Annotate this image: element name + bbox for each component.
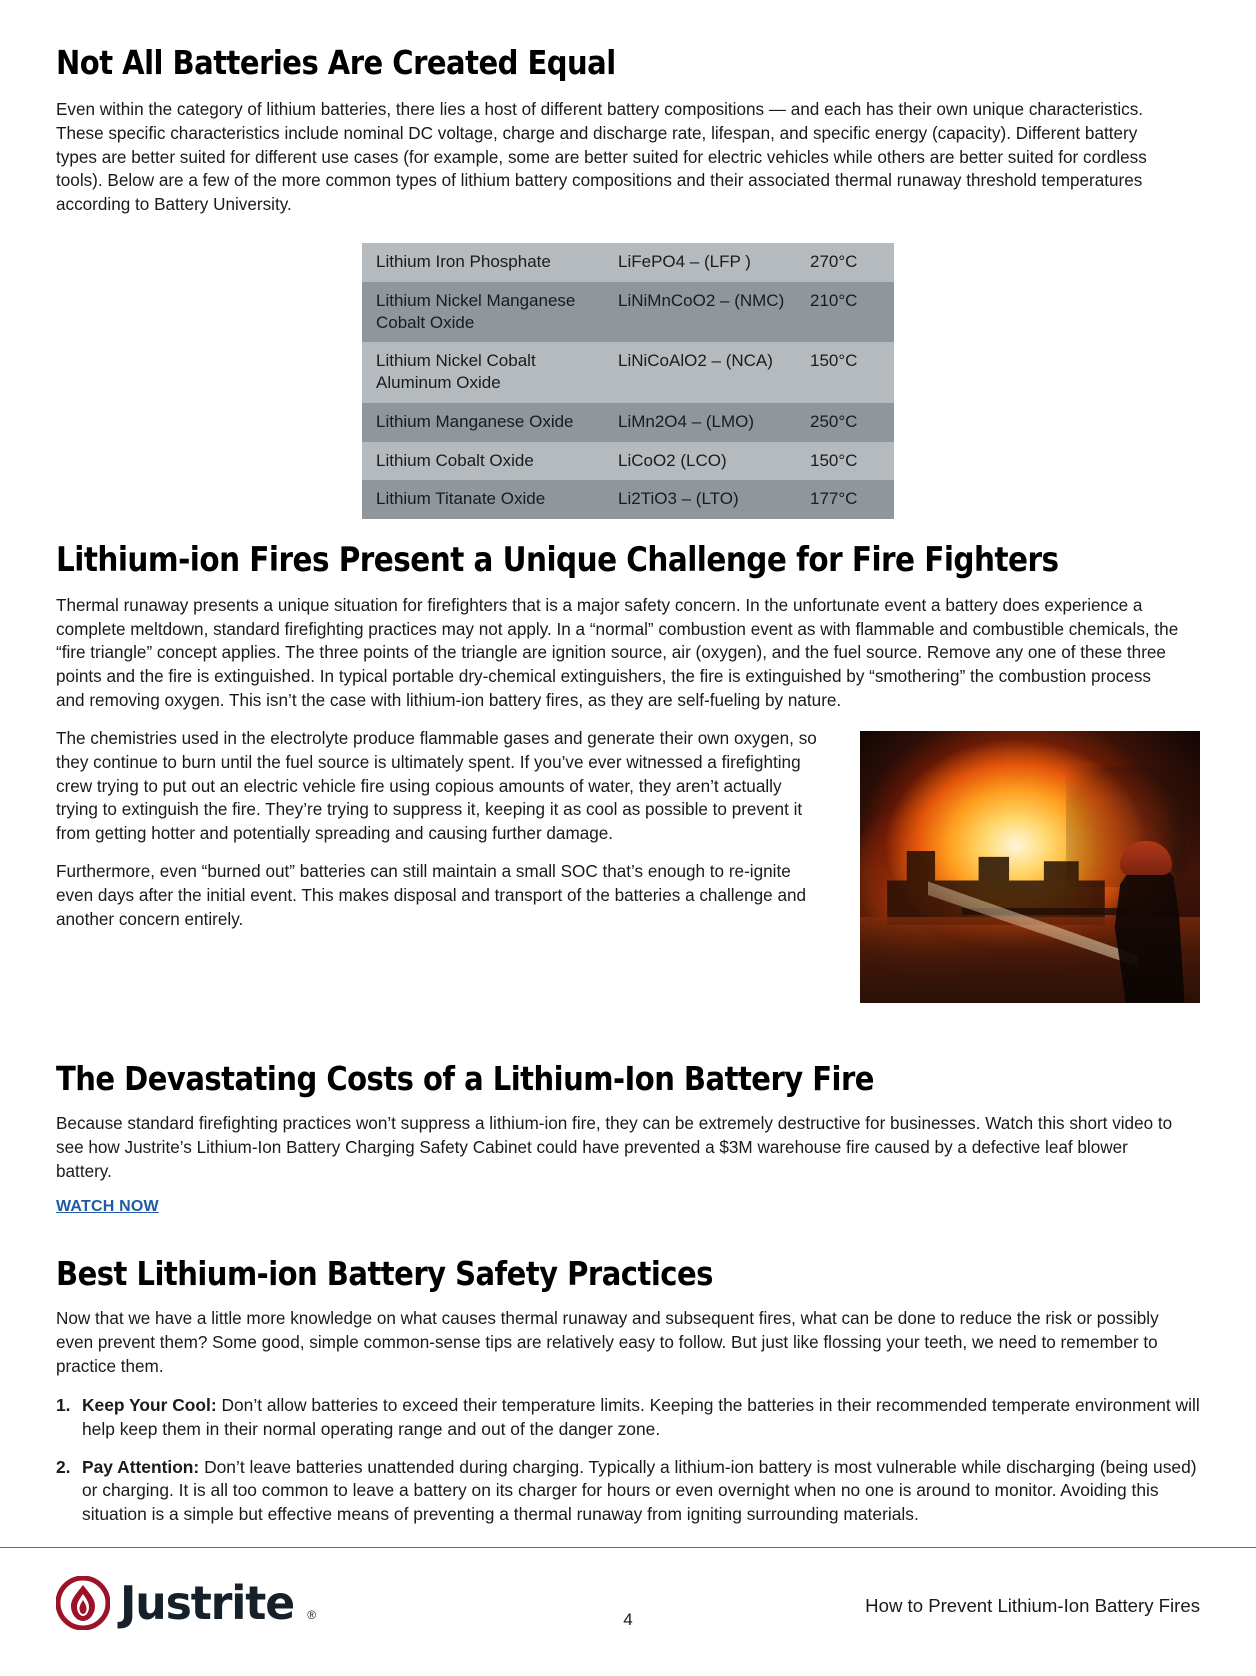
tip-title: Pay Attention: — [82, 1456, 200, 1477]
fires-paragraph-1: Thermal runaway presents a unique situation for firefighters that is a major safety concern. In the unfortunate event a battery does experience a complete meltdown, standard firefighting practices may not apply. In a “normal” combustion event as with flammable and combustible chemicals, the “fire triangle” concept applies. The three points of the triangle are ignition source, air (oxygen), and the fuel source. Remove any one of these three points and the fire is extinguished. In typical portable dry-chemical extinguishers, the fire is extinguished by “smothering” the combustion process and removing oxygen. This isn’t the case with lithium-ion battery fires, as they are self-fueling by nature. — [56, 594, 1179, 711]
heading-devastating-costs: The Devastating Costs of a Lithium-Ion Battery Fire — [56, 1058, 874, 1098]
heading-best-practices: Best Lithium-ion Battery Safety Practices — [56, 1254, 713, 1294]
fires-paragraph-3: Furthermore, even “burned out” batteries can still maintain a small SOC that’s enough to re-ignite even days after the initial event. This makes disposal and transport of the batteries a challenge and another concern entirely. — [56, 861, 807, 929]
table-row — [362, 480, 894, 519]
tip-title: Keep Your Cool: — [82, 1394, 217, 1415]
page-number: 4 — [623, 1610, 633, 1629]
battery-name-cell: Lithium Cobalt Oxide — [376, 450, 534, 470]
list-item — [56, 1456, 1200, 1528]
watch-now-link[interactable]: WATCH NOW — [56, 1198, 159, 1216]
tip-body: Don’t leave batteries unattended during charging. Typically a lithium-ion battery is most vulnerable while discharging (being used) or charging. It is all too common to leave a battery on its charger for hours or even overnight when no one is around to monitor. Avoiding this situation is a simple but effective means of preventing a thermal runaway from igniting surrounding materials. — [82, 1456, 1197, 1525]
costs-paragraph: Because standard firefighting practices won’t suppress a lithium-ion fire, they can be extremely destructive for businesses. Watch this short video to see how Justrite’s Lithium-Ion Battery Charging Safety Cabinet could have prevented a $3M warehouse fire caused by a defective leaf blower battery. — [56, 1112, 1173, 1181]
battery-formula-cell: LiCoO2 (LCO) — [618, 450, 727, 470]
battery-name-cell: Lithium Nickel Cobalt Aluminum Oxide — [376, 351, 536, 393]
logo-wordmark: Justrite — [120, 1576, 295, 1630]
intro-paragraph: Even within the category of lithium batteries, there lies a host of different battery compositions — and each has their own unique characteristics. These specific characteristics include nominal DC voltage, charge and discharge rate, lifespan, and specific energy (capacity). Different battery types are better suited for different use cases (for example, some are better suited for electric vehicles while others are better suited for cordless tools). Below are a few of the more common types of lithium battery compositions and their associated thermal runaway threshold temperatures according to Battery University. — [56, 98, 1147, 215]
battery-formula-cell: LiMn2O4 – (LMO) — [618, 411, 755, 431]
tip-body: Don’t allow batteries to exceed their temperature limits. Keeping the batteries in their recommended temperate environment will help keep them in their normal operating range and out of the danger zone. — [82, 1394, 1200, 1439]
battery-temperature-cell: 210°C — [810, 290, 858, 310]
table-row — [362, 282, 894, 343]
battery-formula-cell: LiNiCoAlO2 – (NCA) — [618, 351, 773, 371]
battery-formula-cell: Li2TiO3 – (LTO) — [618, 489, 739, 509]
heading-lithium-ion-fires: Lithium-ion Fires Present a Unique Challenge for Fire Fighters — [56, 540, 1059, 580]
page-title: Not All Batteries Are Created Equal — [56, 43, 616, 82]
battery-temperature-cell: 250°C — [810, 411, 858, 431]
battery-table-container — [362, 243, 894, 519]
battery-formula-cell: LiFePO4 – (LFP ) — [618, 252, 751, 272]
battery-temperature-cell: 150°C — [810, 351, 858, 371]
table-row — [362, 243, 894, 282]
battery-composition-table — [362, 243, 894, 519]
battery-temperature-cell: 150°C — [810, 450, 858, 470]
registered-trademark-mark: ® — [307, 1608, 317, 1622]
battery-temperature-cell: 177°C — [810, 489, 858, 509]
table-row — [362, 342, 894, 403]
battery-name-cell: Lithium Iron Phosphate — [376, 252, 551, 272]
fires-wrap-zone — [56, 727, 1200, 932]
document-page — [0, 45, 1256, 1676]
fires-paragraph-2: The chemistries used in the electrolyte produce flammable gases and generate their own oxygen, so they continue to burn until the fuel source is ultimately spent. If you’ve ever witnessed a firefighting crew trying to put out an electric vehicle fire using copious amounts of water, they aren’t actually trying to extinguish the fire. They’re trying to suppress it, keeping it as cool as possible to prevent it from getting hotter and potentially spreading and causing further damage. — [56, 727, 817, 844]
list-item — [56, 1394, 1200, 1442]
battery-name-cell: Lithium Titanate Oxide — [376, 489, 546, 509]
battery-name-cell: Lithium Nickel Manganese Cobalt Oxide — [376, 290, 576, 332]
safety-tips-list — [56, 1394, 1200, 1527]
table-row — [362, 403, 894, 442]
battery-temperature-cell: 270°C — [810, 252, 858, 272]
battery-formula-cell: LiNiMnCoO2 – (NMC) — [618, 290, 785, 310]
table-row — [362, 442, 894, 481]
battery-name-cell: Lithium Manganese Oxide — [376, 411, 574, 431]
page-footer — [0, 1548, 1256, 1676]
best-practices-paragraph: Now that we have a little more knowledge on what causes thermal runaway and subsequent fires, what can be done to reduce the risk or possibly even prevent them? Some good, simple common-sense tips are relatively easy to follow. But just like flossing your teeth, we need to remember to practice them. — [56, 1308, 1159, 1377]
footer-document-title: How to Prevent Lithium-Ion Battery Fires — [865, 1595, 1200, 1616]
